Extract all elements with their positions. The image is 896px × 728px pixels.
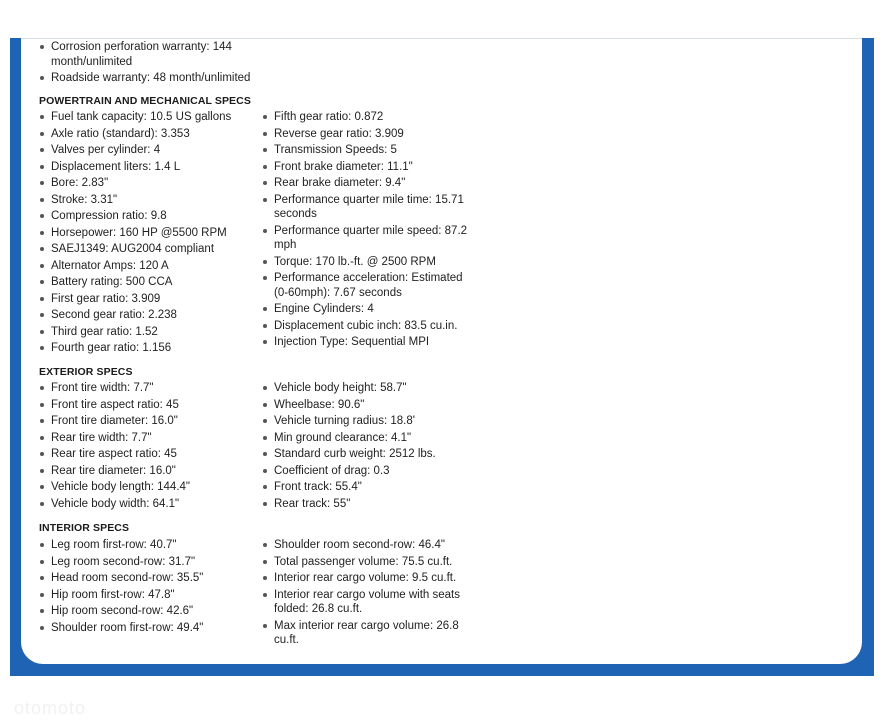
- list-item: Displacement liters: 1.4 L: [39, 160, 254, 175]
- section-title-powertrain: POWERTRAIN AND MECHANICAL SPECS: [39, 95, 251, 107]
- watermark-logo: otomoto: [14, 698, 87, 718]
- list-item: Front brake diameter: 11.1": [262, 160, 472, 175]
- list-item: Transmission Speeds: 5: [262, 143, 472, 158]
- list-item: Rear tire width: 7.7": [39, 431, 254, 446]
- list-item: Alternator Amps: 120 A: [39, 259, 254, 274]
- list-item: Coefficient of drag: 0.3: [262, 464, 472, 479]
- list-item: Rear tire aspect ratio: 45: [39, 447, 254, 462]
- list-item: Front tire diameter: 16.0": [39, 414, 254, 429]
- list-item: Vehicle body width: 64.1": [39, 497, 254, 512]
- spec-card: [21, 38, 862, 664]
- list-item: Hip room first-row: 47.8": [39, 588, 254, 603]
- list-item: Fifth gear ratio: 0.872: [262, 110, 472, 125]
- list-item: Max interior rear cargo volume: 26.8 cu.ft.: [262, 619, 472, 648]
- exterior-right-list: [262, 381, 472, 513]
- section-title-interior: INTERIOR SPECS: [39, 522, 130, 534]
- powertrain-right-list: [262, 110, 472, 352]
- list-item: Injection Type: Sequential MPI: [262, 335, 472, 350]
- interior-right-list: [262, 538, 472, 650]
- list-item: Interior rear cargo volume: 9.5 cu.ft.: [262, 571, 472, 586]
- list-item: Torque: 170 lb.-ft. @ 2500 RPM: [262, 255, 472, 270]
- list-item: Fuel tank capacity: 10.5 US gallons: [39, 110, 254, 125]
- list-item: SAEJ1349: AUG2004 compliant: [39, 242, 254, 257]
- list-item: Horsepower: 160 HP @5500 RPM: [39, 226, 254, 241]
- list-item: Reverse gear ratio: 3.909: [262, 127, 472, 142]
- list-item: Rear track: 55": [262, 497, 472, 512]
- list-item: Valves per cylinder: 4: [39, 143, 254, 158]
- list-item: Bore: 2.83": [39, 176, 254, 191]
- list-item: Engine Cylinders: 4: [262, 302, 472, 317]
- list-item: First gear ratio: 3.909: [39, 292, 254, 307]
- list-item: Leg room second-row: 31.7": [39, 555, 254, 570]
- list-item: Shoulder room second-row: 46.4": [262, 538, 472, 553]
- list-item: Fourth gear ratio: 1.156: [39, 341, 254, 356]
- section-title-exterior: EXTERIOR SPECS: [39, 366, 133, 378]
- list-item: Standard curb weight: 2512 lbs.: [262, 447, 472, 462]
- list-item: Corrosion perforation warranty: 144 month/unlimited: [39, 40, 254, 69]
- list-item: Hip room second-row: 42.6": [39, 604, 254, 619]
- interior-left-list: [39, 538, 254, 637]
- list-item: Total passenger volume: 75.5 cu.ft.: [262, 555, 472, 570]
- list-item: Min ground clearance: 4.1": [262, 431, 472, 446]
- list-item: Stroke: 3.31": [39, 193, 254, 208]
- list-item: Performance quarter mile time: 15.71 seconds: [262, 193, 472, 222]
- list-item: Compression ratio: 9.8: [39, 209, 254, 224]
- list-item: Leg room first-row: 40.7": [39, 538, 254, 553]
- list-item: Axle ratio (standard): 3.353: [39, 127, 254, 142]
- list-item: Front track: 55.4": [262, 480, 472, 495]
- list-item: Vehicle body length: 144.4": [39, 480, 254, 495]
- list-item: Shoulder room first-row: 49.4": [39, 621, 254, 636]
- list-item: Vehicle body height: 58.7": [262, 381, 472, 396]
- list-item: Wheelbase: 90.6": [262, 398, 472, 413]
- list-item: Second gear ratio: 2.238: [39, 308, 254, 323]
- list-item: Rear tire diameter: 16.0": [39, 464, 254, 479]
- list-item: Roadside warranty: 48 month/unlimited: [39, 71, 254, 86]
- list-item: Displacement cubic inch: 83.5 cu.in.: [262, 319, 472, 334]
- list-item: Front tire aspect ratio: 45: [39, 398, 254, 413]
- list-item: Front tire width: 7.7": [39, 381, 254, 396]
- list-item: Battery rating: 500 CCA: [39, 275, 254, 290]
- list-item: Rear brake diameter: 9.4": [262, 176, 472, 191]
- list-item: Performance quarter mile speed: 87.2 mph: [262, 224, 472, 253]
- list-item: Third gear ratio: 1.52: [39, 325, 254, 340]
- list-item: Head room second-row: 35.5": [39, 571, 254, 586]
- list-item: Interior rear cargo volume with seats folded: 26.8 cu.ft.: [262, 588, 472, 617]
- powertrain-left-list: [39, 110, 254, 358]
- warranty-list: [39, 40, 254, 88]
- exterior-left-list: [39, 381, 254, 513]
- list-item: Performance acceleration: Estimated (0-60mph): 7.67 seconds: [262, 271, 472, 300]
- list-item: Vehicle turning radius: 18.8': [262, 414, 472, 429]
